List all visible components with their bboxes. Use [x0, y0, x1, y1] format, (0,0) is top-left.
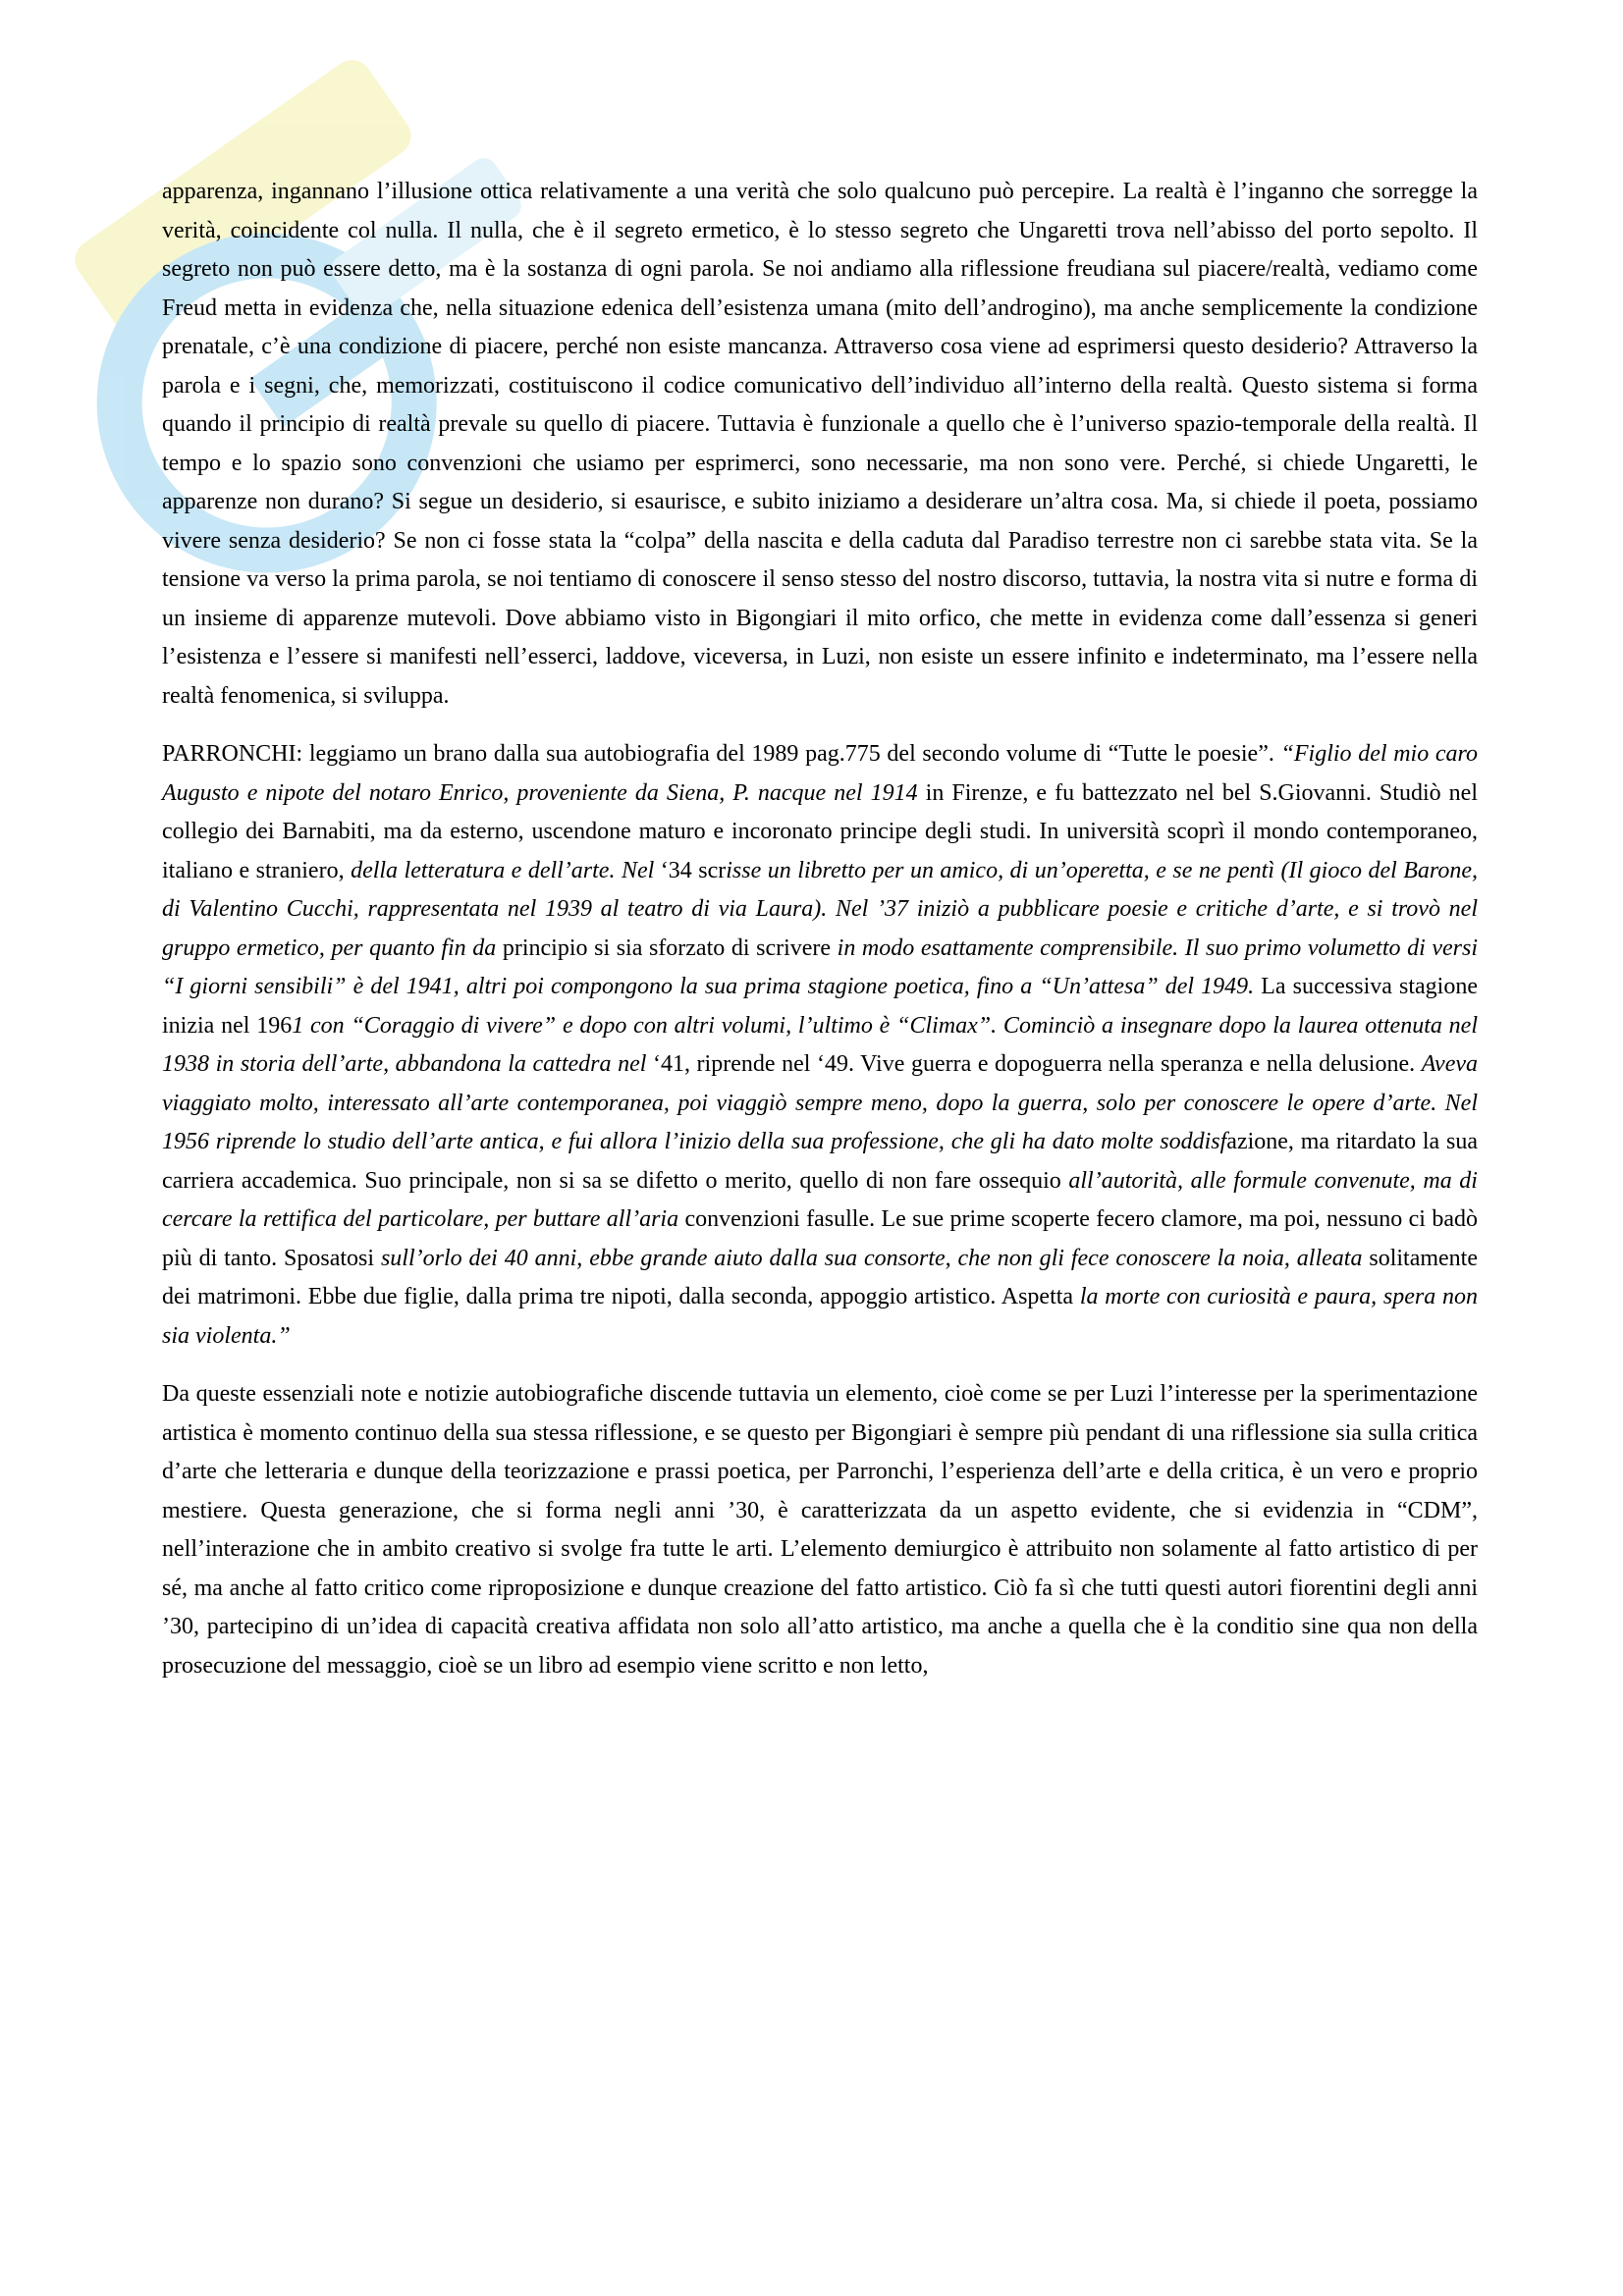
text-segment: solitamente dei matrimoni. Ebbe due figlie, dalla prima tre nipoti, dalla seconda, appoggio artistico. Aspetta: [162, 1245, 1479, 1309]
text-segment: convenzioni fasulle. Le sue prime scoperte fecero clamore, ma poi, nessuno ci badò più di tanto. Sposatosi: [162, 1206, 1479, 1271]
paragraph-florentine-generation: [162, 1375, 1478, 1685]
paragraph-parronchi-autobiography: [162, 735, 1478, 1356]
page-body: [162, 173, 1478, 1685]
text-segment: Da queste essenziali note e notizie autobiografiche discende tuttavia un elemento, cioè come se per Luzi l’interesse per la sperimentazione artistica è momento continuo della sua stessa riflessione, e se questo per Bigongiari è sempre più pendant di una riflessione sia sulla critica d’arte che letteraria e dunque della teorizzazione e prassi poetica, per Parronchi, l’esperienza dell’arte e della critica, è un vero e proprio mestiere. Questa generazione, che si forma negli anni ’30, è caratterizzata da un aspetto evidente, che si evidenzia in “CDM”, nell’interazione che in ambito creativo si svolge fra tutte le arti. L’elemento demiurgico è attribuito non solamente al fatto artistico di per sé, ma anche al fatto critico come riproposizione e dunque creazione del fatto artistico. Ciò fa sì che tutti questi autori fiorentini degli anni ’30, partecipino di un’idea di capacità creativa affidata non solo all’atto artistico, ma anche a quella che è la conditio sine qua non della prosecuzione del messaggio, cioè se un libro ad esempio viene scritto e non letto,: [162, 1381, 1478, 1679]
text-segment: La successiva stagione inizia nel 196: [162, 974, 1478, 1039]
text-segment: principio si sia sforzato di scrivere: [502, 934, 838, 961]
text-segment: PARRONCHI: leggiamo un brano dalla sua autobiografia del 1989 pag.775 del secondo volume di “Tutte le poesie”.: [162, 741, 1281, 767]
italic-quote-segment: isse un libretto per un amico, di un’operetta, e se ne pentì (Il gioco del Barone, di Valentino Cucchi, rappresentata nel 1939 al teatro di via Laura). Nel ’37 iniziò a pubblicare poesie e critiche d’arte, e si trovò nel gruppo ermetico, per quanto fin da: [162, 857, 1479, 961]
text-segment: ‘41, riprende nel ‘49. Vive guerra e dopoguerra nella speranza e nella delusione.: [652, 1051, 1422, 1077]
italic-quote-segment: della letteratura e dell’arte. Nel: [351, 857, 661, 883]
text-segment: apparenza, ingannano l’illusione ottica relativamente a una verità che solo qualcuno può percepire. La realtà è l’inganno che sorregge la verità, coincidente col nulla. Il nulla, che è il segreto ermetico, è lo stesso segreto che Ungaretti trova nell’abisso del porto sepolto. Il segreto non può essere detto, ma è la sostanza di ogni parola. Se noi andiamo alla riflessione freudiana sul piacere/realtà, vediamo come Freud metta in evidenza che, nella situazione edenica dell’esistenza umana (mito dell’androgino), ma anche semplicemente la condizione prenatale, c’è una condizione di piacere, perché non esiste mancanza. Attraverso cosa viene ad esprimersi questo desiderio? Attraverso la parola e i segni, che, memorizzati, costituiscono il codice comunicativo dell’individuo all’interno della realtà. Questo sistema si forma quando il principio di realtà prevale su quello di piacere. Tuttavia è funzionale a quello che è l’universo spazio-temporale della realtà. Il tempo e lo spazio sono convenzioni che usiamo per esprimerci, sono necessarie, ma non sono vere. Perché, si chiede Ungaretti, le apparenze non durano? Si segue un desiderio, si esaurisce, e subito iniziamo a desiderare un’altra cosa. Ma, si chiede il poeta, possiamo vivere senza desiderio? Se non ci fosse stata la “colpa” della nascita e della caduta dal Paradiso terrestre non ci sarebbe stata vita. Se la tensione va verso la prima parola, se noi tentiamo di conoscere il senso stesso del nostro discorso, tuttavia, la nostra vita si nutre e forma di un insieme di apparenze mutevoli. Dove abbiamo visto in Bigongiari il mito orfico, che mette in evidenza come dall’essenza si generi l’esistenza e l’essere si manifesti nell’esserci, laddove, viceversa, in Luzi, non esiste un essere infinito e indeterminato, ma l’essere nella realtà fenomenica, si sviluppa.: [162, 179, 1478, 709]
italic-quote-segment: Aveva viaggiato molto, interessato all’arte contemporanea, poi viaggiò sempre meno, dopo la guerra, solo per conoscere le opere d’arte. Nel 1956 riprende lo studio dell’arte antica, e fui allora l’inizio della sua professione, che gli ha dato molte soddisf: [162, 1051, 1479, 1154]
text-segment: azione, ma ritardato la sua carriera accademica. Suo principale, non si sa se difetto o merito, quello di non fare ossequio: [162, 1129, 1478, 1194]
italic-quote-segment: “Figlio del mio caro Augusto e nipote del notaro Enrico, proveniente da Siena, P. nacque nel 1914: [162, 741, 1478, 806]
paragraph-hermetic-secret: [162, 173, 1478, 716]
italic-quote-segment: la morte con curiosità e paura, spera non sia violenta.”: [162, 1284, 1478, 1349]
italic-quote-segment: in modo esattamente comprensibile. Il suo primo volumetto di versi “I giorni sensibili” è del 1941, altri poi compongono la sua prima stagione poetica, fino a “Un’attesa” del 1949.: [162, 934, 1479, 999]
italic-quote-segment: all’autorità, alle formule convenute, ma di cercare la rettifica del particolare, per buttare all’aria: [162, 1167, 1478, 1232]
text-segment: ‘34 scr: [660, 857, 727, 883]
italic-quote-segment: 1 con “Coraggio di vivere” e dopo con altri volumi, l’ultimo è “Climax”. Cominciò a insegnare dopo la laurea ottenuta nel 1938 in storia dell’arte, abbandona la cattedra nel: [162, 1012, 1478, 1077]
text-segment: in Firenze, e fu battezzato nel bel S.Giovanni. Studiò nel collegio dei Barnabiti, ma da esterno, uscendone maturo e incoronato principe degli studi. In università scoprì il mondo contemporaneo, italiano e straniero,: [162, 779, 1478, 883]
italic-quote-segment: sull’orlo dei 40 anni, ebbe grande aiuto dalla sua consorte, che non gli fece conoscere la noia, alleata: [380, 1245, 1363, 1271]
